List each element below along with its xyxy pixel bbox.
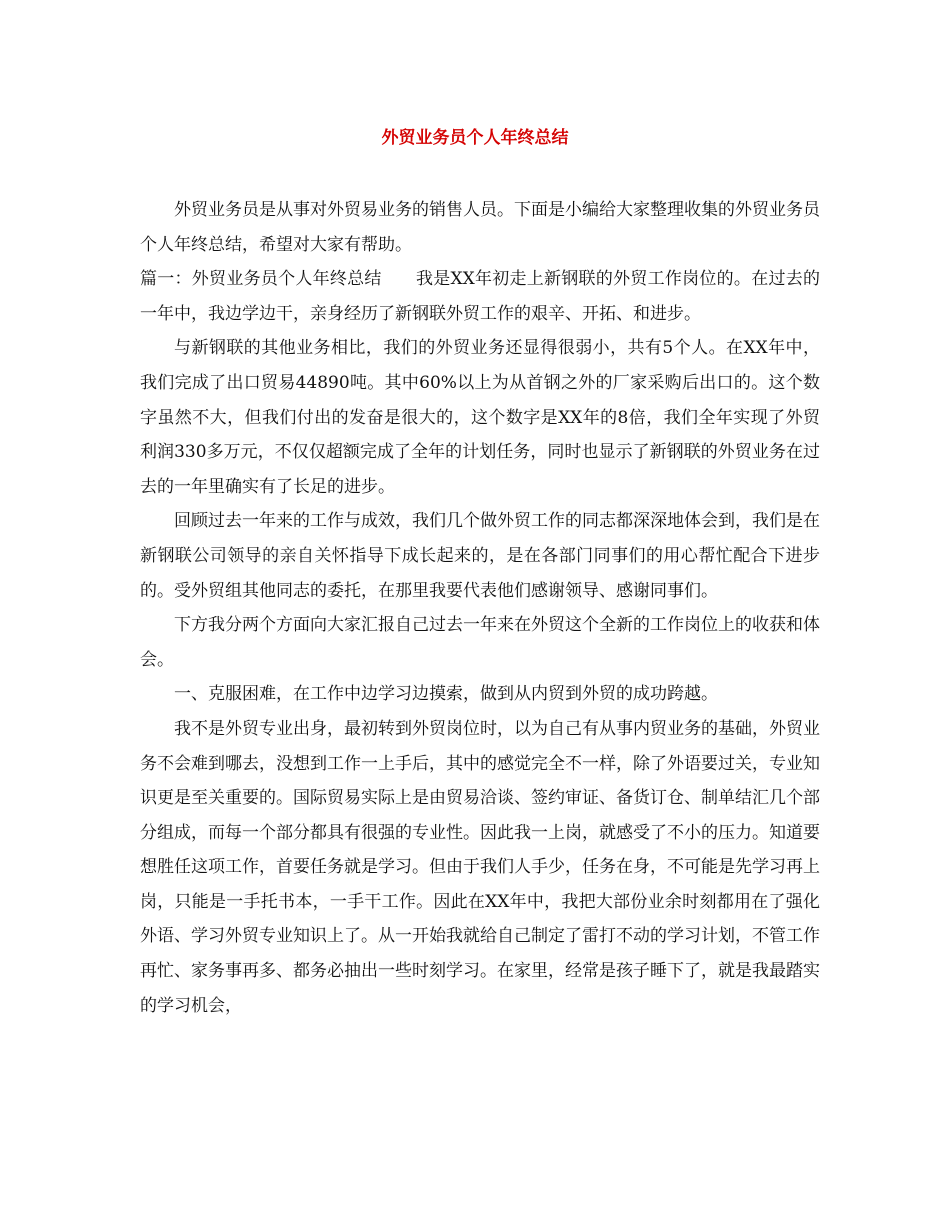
- section-paragraph: [140, 262, 820, 331]
- body-paragraph: 与新钢联的其他业务相比，我们的外贸业务还显得很弱小，共有5个人。在XX年中，我们完成了出口贸易44890吨。其中60%以上为从首钢之外的厂家采购后出口的。这个数字虽然不大，但我们付出的发奋是很大的，这个数字是XX年的8倍，我们全年实现了外贸利润330多万元，不仅仅超额完成了全年的计划任务，同时也显示了新钢联的外贸业务在过去的一年里确实有了长足的进步。: [140, 338, 820, 497]
- section-label: 篇一：外贸业务员个人年终总结: [140, 269, 382, 290]
- section-heading-paragraph: 一、克服困难，在工作中边学习边摸索，做到从内贸到外贸的成功跨越。: [174, 684, 718, 705]
- intro-paragraph: 外贸业务员是从事对外贸易业务的销售人员。下面是小编给大家整理收集的外贸业务员个人年终总结，希望对大家有帮助。: [140, 200, 820, 255]
- document-body: [140, 193, 820, 1023]
- document-title: 外贸业务员个人年终总结: [381, 128, 569, 148]
- body-paragraph: 回顾过去一年来的工作与成效，我们几个做外贸工作的同志都深深地体会到，我们是在新钢联公司领导的亲自关怀指导下成长起来的，是在各部门同事们的用心帮忙配合下进步的。受外贸组其他同志的委托，在那里我要代表他们感谢领导、感谢同事们。: [140, 511, 820, 601]
- section-first-text: 我是XX年初走上新钢联的外贸工作岗位的。在过去的一年中，我边学边干，亲身经历了新钢联外贸工作的艰辛、开拓、和进步。: [140, 269, 820, 324]
- body-paragraph: 下方我分两个方面向大家汇报自己过去一年来在外贸这个全新的工作岗位上的收获和体会。: [140, 615, 820, 670]
- body-paragraph: 我不是外贸专业出身，最初转到外贸岗位时，以为自己有从事内贸业务的基础，外贸业务不会难到哪去，没想到工作一上手后，其中的感觉完全不一样，除了外语要过关，专业知识更是至关重要的。国际贸易实际上是由贸易洽谈、签约审证、备货订仓、制单结汇几个部分组成，而每一个部分都具有很强的专业性。因此我一上岗，就感受了不小的压力。知道要想胜任这项工作，首要任务就是学习。但由于我们人手少，任务在身，不可能是先学习再上岗，只能是一手托书本，一手干工作。因此在XX年中，我把大部份业余时刻都用在了强化外语、学习外贸专业知识上了。从一开始我就给自己制定了雷打不动的学习计划，不管工作再忙、家务事再多、都务必抽出一些时刻学习。在家里，经常是孩子睡下了，就是我最踏实的学习机会，: [140, 718, 820, 1016]
